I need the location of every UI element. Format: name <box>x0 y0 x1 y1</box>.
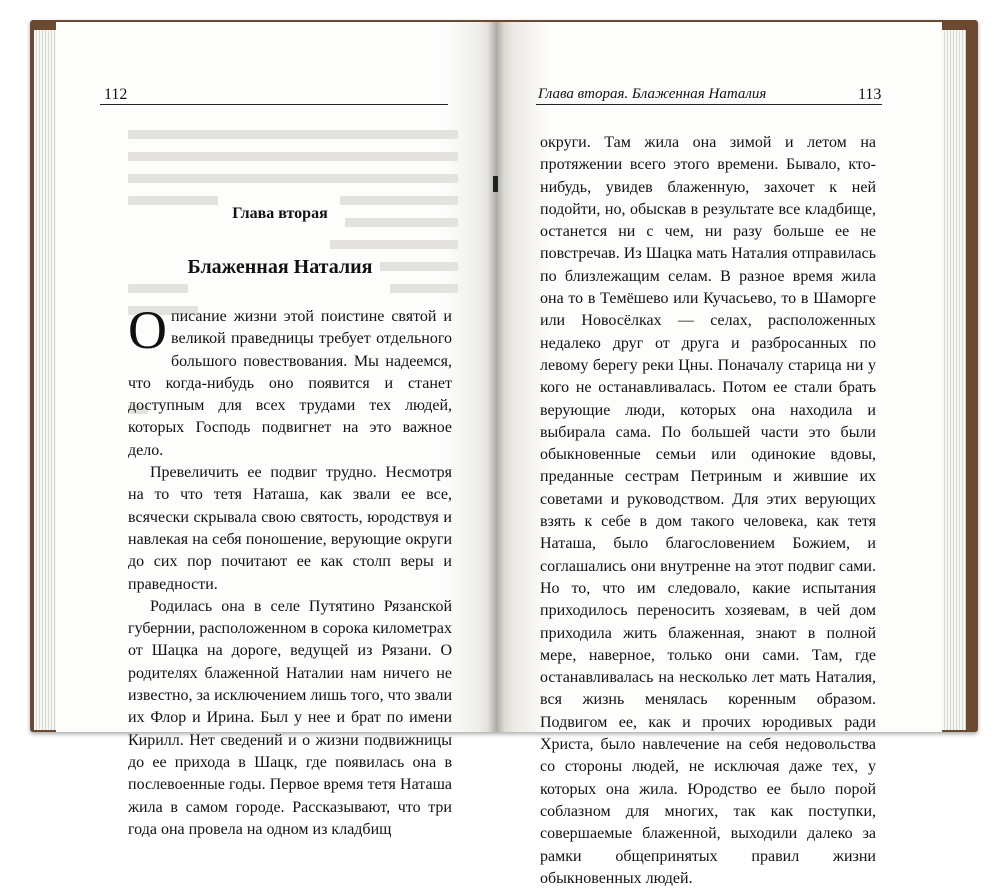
section-title: Блаженная Наталия <box>187 256 373 278</box>
header-rule-right <box>536 104 882 105</box>
paragraph: Превеличить ее подвиг трудно. Несмотря на то что тетя Наташа, как звали ее все, всячески скрывала свою святость, юродствуя и навлекая на себя поношение, верующие округи до сих пор почитают ее как столп веры и праведности. <box>128 464 452 593</box>
spine-mark <box>493 176 498 192</box>
page-number-left: 112 <box>104 86 128 103</box>
drop-cap: О <box>128 300 167 360</box>
header-rule-left <box>100 104 448 105</box>
page-number-right: 113 <box>858 86 882 103</box>
paragraph: Описание жизни этой поистине святой и великой праведницы требует отдельного большого повествования. Мы надеемся, что когда-нибудь оно появится и станет доступным для всех трудами тех людей, которых Господь подвигнет на это важное дело. <box>128 300 452 459</box>
left-body-text <box>128 300 452 841</box>
right-body-text <box>540 132 876 890</box>
running-title: Глава вторая. Блаженная Наталия <box>538 86 767 102</box>
paragraph: Родилась она в селе Путятино Рязанской губернии, расположенном в сорока километрах от Шацка на дороге, ведущей из Рязани. О родителях блаженной Наталии нам ничего не известно, за исключением лишь того, что звали их Флор и Ирина. Был у нее и брат по имени Кирилл. Нет сведений и о жизни подвижницы до ее прихода в Шацк, где появилась она в послевоенные годы. Первое время тетя Наташа жила в самом городе. Рассказывают, что три года она провела на одном из кладбищ <box>128 597 452 838</box>
book-gutter <box>488 22 504 732</box>
paragraph: округи. Там жила она зимой и летом на протяжении всего этого времени. Бывало, кто-нибудь, увидев блаженную, захочет к ней подойти, но, обыскав в результате все кладбище, останется ни с чем, ни разу больше ее не повстречав. Из Шацка мать Наталия отправилась по близлежащим селам. В разное время жила она то в Темёшево или Кучасьево, то в Шаморге или Новосёлках — селах, расположенных недалеко друг от друга и разбросанных по левому берегу реки Цны. Поначалу старица ни у кого не останавливалась. Потом ее стали брать верующие люди, которых она находила и выбирала сама. По большей части это были обыкновенные семьи или одинокие вдовы, преданные сестрам Петриным и жившие их советами и руководством. Для этих верующих взять к себе в дом такого человека, как тетя Наташа, было благословением Божием, и соглашались они внутренне на этот подвиг сами. Но то, что им следовало, какие испытания приходилось переносить хозяевам, в чей дом приходила жить блаженная, знают в полной мере, наверное, только они сами. Там, где останавливалась на несколько лет мать Наталия, вся жизнь менялась коренным образом. Подвигом ее, как и прочих юродивых ради Христа, было навлечение на себя недовольства со стороны людей, не исключая даже тех, у которых она жила. Юродство ее было порой соблазном для многих, так как поступки, совершаемые блаженной, выходили далеко за рамки общепринятых правил жизни обыкновенных людей. <box>540 134 876 887</box>
chapter-label: Глава вторая <box>232 205 328 222</box>
